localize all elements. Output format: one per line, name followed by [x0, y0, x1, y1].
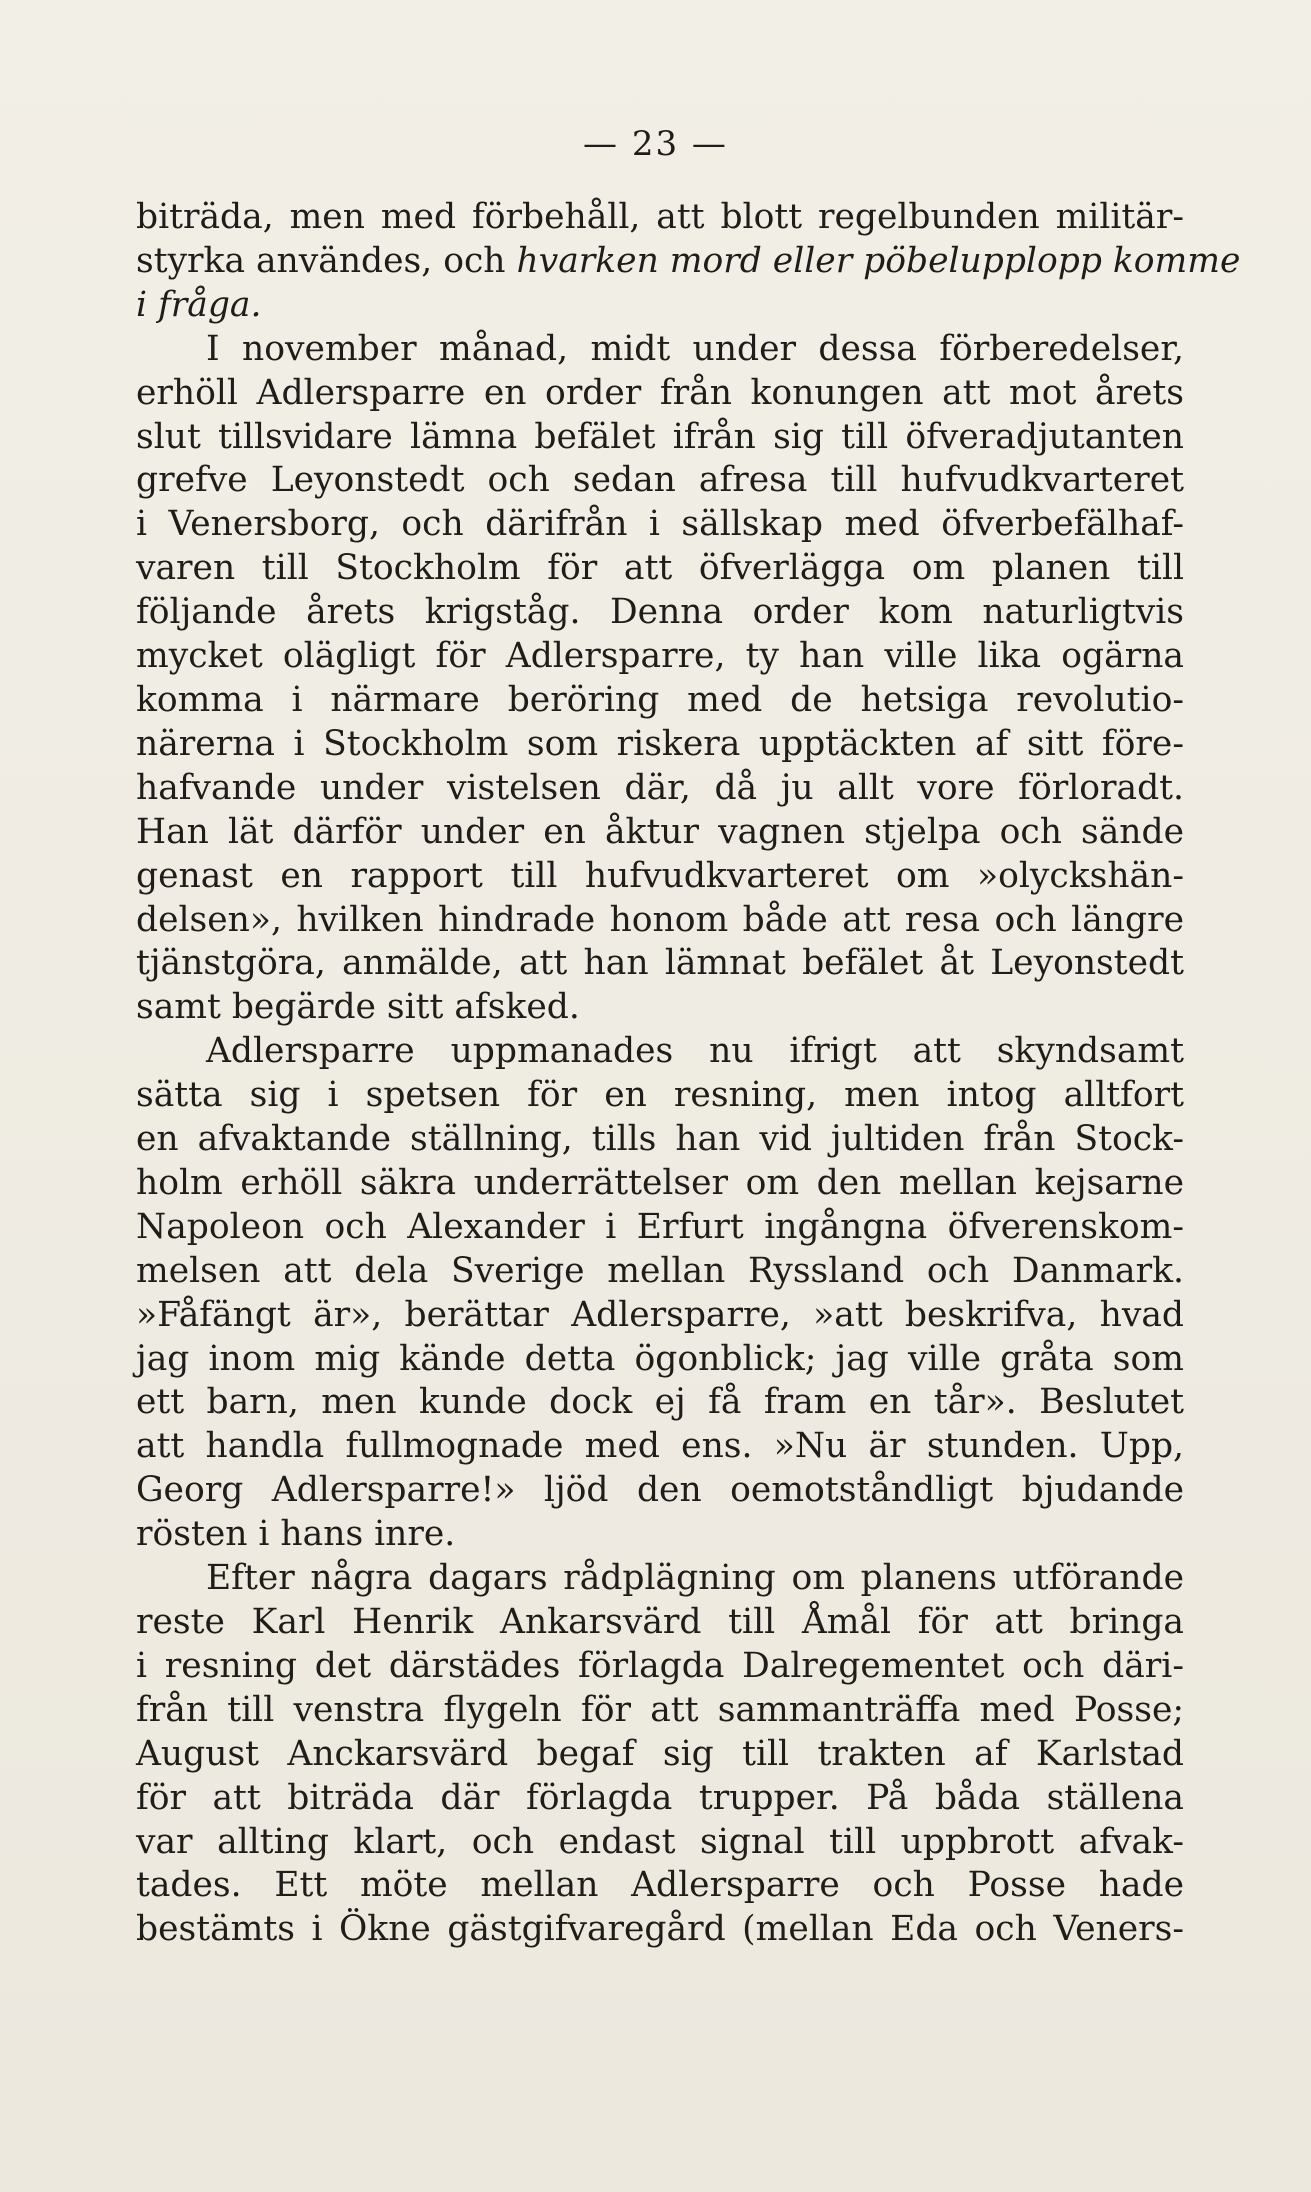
text-line [136, 591, 1184, 635]
text-run: »Fåfängt är», berättar Adlersparre, »att beskrifva, hvad [136, 1294, 1184, 1335]
paragraph [136, 328, 1184, 1031]
text-run: samt begärde sitt afsked. [136, 987, 580, 1028]
text-line [136, 1908, 1184, 1952]
text-line [136, 1294, 1184, 1338]
text-run: sätta sig i spetsen för en resning, men intog alltfort [136, 1075, 1184, 1116]
text-run: styrka användes, och [136, 240, 517, 281]
text-line [136, 1074, 1184, 1118]
text-run: tades. Ett möte mellan Adlersparre och Posse hade [136, 1865, 1184, 1906]
text-run: Han lät därför under en åktur vagnen stjelpa och sände [136, 811, 1184, 852]
text-line [136, 1601, 1184, 1645]
text-line [136, 372, 1184, 416]
text-run: reste Karl Henrik Ankarsvärd till Åmål för att bringa [136, 1602, 1184, 1642]
text-line [136, 1864, 1184, 1908]
body-text [136, 196, 1241, 1952]
text-run: närerna i Stockholm som riskera upptäckten af sitt före- [136, 723, 1184, 764]
text-line [136, 1557, 1184, 1601]
text-run: I november månad, midt under dessa förberedelser, [206, 328, 1184, 369]
text-line [136, 547, 1184, 591]
text-run: att handla fullmognade med ens. »Nu är stunden. Upp, [136, 1426, 1184, 1467]
text-run: Georg Adlersparre!» ljöd den oemotståndligt bjudande [136, 1470, 1184, 1511]
text-run: en afvaktande ställning, tills han vid jultiden från Stock- [136, 1119, 1184, 1160]
text-line [136, 1733, 1184, 1777]
text-line [136, 459, 1184, 503]
text-line [136, 416, 1184, 460]
text-run: Efter några dagars rådplägning om planens utförande [206, 1558, 1184, 1599]
text-line [136, 767, 1184, 811]
text-run: följande årets krigståg. Denna order kom naturligtvis [136, 592, 1184, 633]
text-run: delsen», hvilken hindrade honom både att resa och längre [136, 899, 1184, 940]
text-line [136, 1777, 1184, 1821]
text-line [136, 1469, 1184, 1513]
text-run: erhöll Adlersparre en order från konungen att mot årets [136, 372, 1184, 413]
text-run: genast en rapport till hufvudkvarteret om »olyckshän- [136, 855, 1184, 896]
text-line [136, 1425, 1184, 1469]
text-line [136, 1118, 1184, 1162]
text-run: slut tillsvidare lämna befälet ifrån sig till öfveradjutanten [136, 416, 1184, 457]
text-run: Adlersparre uppmanades nu ifrigt att skyndsamt [206, 1031, 1184, 1072]
text-line [136, 899, 1184, 943]
text-line [136, 1381, 1184, 1425]
text-line [136, 1030, 1184, 1074]
italic-text: hvarken mord eller pöbelupplopp komme [516, 240, 1241, 281]
text-line [136, 723, 1184, 767]
text-run: bestämts i Ökne gästgifvaregård (mellan Eda och Veners- [136, 1909, 1184, 1950]
paragraph [136, 196, 1241, 328]
text-run: i Venersborg, och därifrån i sällskap med öfverbefälhaf- [136, 504, 1184, 545]
text-line [136, 503, 1184, 547]
text-line [136, 1821, 1184, 1865]
text-line [136, 986, 1184, 1030]
text-run: ett barn, men kunde dock ej få fram en tår». Beslutet [136, 1382, 1184, 1423]
text-line [136, 811, 1184, 855]
text-line [136, 1513, 1184, 1557]
text-line [136, 635, 1184, 679]
text-run: August Anckarsvärd begaf sig till trakten af Karlstad [136, 1733, 1184, 1774]
text-run: från till venstra flygeln för att sammanträffa med Posse; [136, 1689, 1184, 1730]
text-line [136, 196, 1184, 240]
text-run: grefve Leyonstedt och sedan afresa till hufvudkvarteret [136, 460, 1184, 501]
text-line [136, 240, 1241, 284]
text-run: melsen att dela Sverige mellan Ryssland och Danmark. [136, 1250, 1184, 1291]
text-line [136, 1689, 1184, 1733]
paragraph [136, 1557, 1184, 1952]
text-run: hafvande under vistelsen där, då ju allt vore förloradt. [136, 767, 1184, 808]
page-number: — 23 — [583, 124, 728, 164]
text-line [136, 1645, 1184, 1689]
text-run: biträda, men med förbehåll, att blott regelbunden militär- [136, 197, 1184, 237]
text-run: mycket olägligt för Adlersparre, ty han ville lika ogärna [136, 636, 1184, 677]
text-line [136, 1338, 1184, 1382]
text-line [136, 1162, 1184, 1206]
text-run: i resning det därstädes förlagda Dalregementet och däri- [136, 1645, 1184, 1686]
text-line [136, 942, 1184, 986]
text-run: varen till Stockholm för att öfverlägga om planen till [136, 548, 1184, 589]
text-line [136, 1250, 1184, 1294]
text-run: rösten i hans inre. [136, 1514, 456, 1555]
text-run: tjänstgöra, anmälde, att han lämnat befälet åt Leyonstedt [136, 943, 1184, 984]
italic-text: i fråga. [136, 284, 262, 325]
text-run: för att biträda där förlagda trupper. På båda ställena [136, 1777, 1184, 1818]
text-line [136, 284, 1184, 328]
paragraph [136, 1030, 1184, 1557]
text-line [136, 1206, 1184, 1250]
text-line [136, 328, 1184, 372]
text-line [136, 679, 1184, 723]
text-run: holm erhöll säkra underrättelser om den mellan kejsarne [136, 1162, 1184, 1203]
text-line [136, 855, 1184, 899]
text-run: Napoleon och Alexander i Erfurt ingångna öfverenskom- [136, 1206, 1184, 1247]
text-run: var allting klart, och endast signal till uppbrott afvak- [136, 1821, 1184, 1862]
text-run: jag inom mig kände detta ögonblick; jag ville gråta som [136, 1338, 1184, 1379]
text-run: komma i närmare beröring med de hetsiga revolutio- [136, 679, 1184, 720]
